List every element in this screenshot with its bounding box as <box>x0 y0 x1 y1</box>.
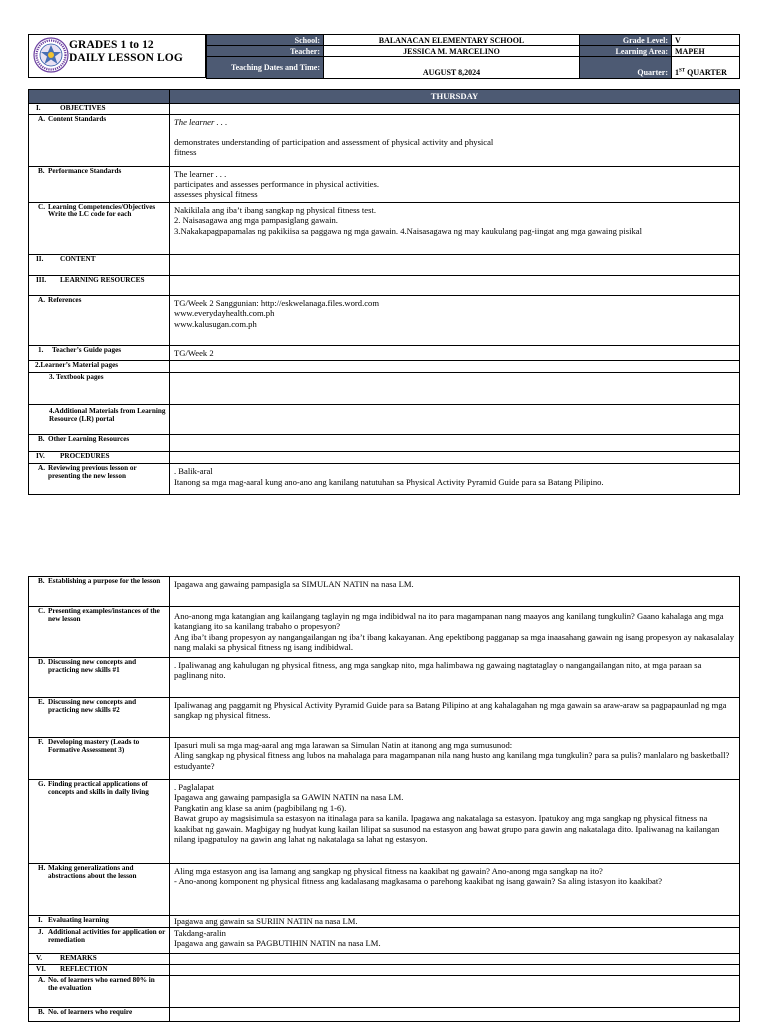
evaluating-cell: Ipagawa ang gawain sa SURIIN NATIN na nasa LM. <box>170 916 740 928</box>
header-title-line1: GRADES 1 to 12 <box>69 39 154 51</box>
competencies-line3: 3.Nakakapagpapamalas ng pakikiisa sa paggawa ng mga gawain. 4.Naisasagawa ng may kaukulang pag-iingat ang mga gawaing pisikal <box>174 225 642 236</box>
learners-80-text: No. of learners who earned 80% in the evaluation <box>48 976 155 992</box>
mastery-text: Developing mastery (Leads to Formative Assessment 3) <box>48 738 140 754</box>
practical-line3: Pangkatin ang klase sa anim (pagbibilang ng 1-6). <box>174 802 347 813</box>
additional-activities-line2: Ipagawa ang gawain sa PAGBUTIHIN NATIN na nasa LM. <box>174 938 381 949</box>
performance-standards-label <box>29 166 170 202</box>
generalizations-line1: Aling mga estasyon ang isa lamang ang sangkap ng physical fitness na kaakibat ng gawain? Ano-anong mga sangkap na ito? <box>174 866 603 876</box>
discussing2-label <box>29 698 170 738</box>
evaluating-label <box>29 916 170 928</box>
learners-require-text: No. of learners who require <box>48 1008 133 1016</box>
competencies-text: Learning Competencies/Objectives Write the LC code for each <box>48 202 156 219</box>
school-label: School: <box>207 35 324 46</box>
header-title <box>69 39 183 65</box>
discussing2-num: E. <box>38 698 45 706</box>
grade-level-label: Grade Level: <box>580 35 672 46</box>
day-header-blank <box>29 90 170 104</box>
reflection-text: REFLECTION <box>60 965 108 973</box>
reviewing-text: Reviewing previous lesson or presenting the new lesson <box>48 464 137 480</box>
discussing1-num: D. <box>38 658 45 666</box>
objectives-label <box>29 104 170 115</box>
teaching-dates-label: Teaching Dates and Time: <box>207 57 324 79</box>
reviewing-cell <box>170 464 740 495</box>
generalizations-cell <box>170 864 740 916</box>
mastery-line2: Aling sangkap ng physical fitness ang lubos na mahalaga para magampanan nila nang husto ang kanilang mga tungkulin? para sa pulis? manlalaro ng basketball? estudyante? <box>174 750 730 771</box>
procedures-label <box>29 452 170 464</box>
performance-standards-num: B. <box>38 166 45 175</box>
teacher-value: JESSICA M. MARCELINO <box>324 46 580 57</box>
procedures-num: IV. <box>36 452 45 461</box>
discussing2-cell: Ipaliwanag ang paggamit ng Physical Activity Pyramid Guide para sa Batang Pilipino at ang kahalagahan ng mga gawain sa araw-araw sa pagpapaunlad ng mga sangkap ng physical fitness. <box>170 698 740 738</box>
learners-require-cell <box>170 1008 740 1022</box>
reviewing-label <box>29 464 170 495</box>
learning-area-value: MAPEH <box>672 46 740 57</box>
additional-activities-num: J. <box>38 928 44 936</box>
discussing2-text: Discussing new concepts and practicing new skills #2 <box>48 698 137 714</box>
content-standards-num: A. <box>38 114 45 123</box>
textbook-pages-label: 3. Textbook pages <box>29 373 170 405</box>
objectives-num: I. <box>36 104 41 112</box>
mastery-label <box>29 738 170 780</box>
presenting-line2: Ang iba’t ibang propesyon ay nangangailangan ng iba’t ibang kakayanan. Ang epektibong pagganap sa mga inaasahang gawain ng isang propesyon ay nakasalalay nang malaki sa physical fitness ng isang indibidwal. <box>174 631 735 653</box>
generalizations-text: Making generalizations and abstractions about the lesson <box>48 864 137 880</box>
competencies-line2: 2. Naisasagawa ang mga pampasiglang gawain. <box>174 215 338 226</box>
discussing1-cell: . Ipaliwanag ang kahulugan ng physical fitness, ang mga sangkap nito, mga halimbawa ng gawaing nagtataglay o nangangailangan nito, at mga paraan sa paglinang nito. <box>170 658 740 698</box>
generalizations-num: H. <box>38 864 46 872</box>
references-line1: TG/Week 2 Sanggunian: http://eskwelanaga.files.word.com <box>174 297 380 308</box>
discussing1-text: Discussing new concepts and practicing new skills #1 <box>48 658 137 674</box>
quarter-suffix: ST <box>679 68 686 74</box>
other-resources-cell <box>170 435 740 452</box>
learners-80-label <box>29 976 170 1008</box>
additional-activities-line1: Takdang-aralin <box>174 928 226 938</box>
practical-line1: . Paglalapat <box>174 782 215 792</box>
teacher-label: Teacher: <box>207 46 324 57</box>
content-standards-line2: demonstrates understanding of participation and assessment of physical activity and physical <box>174 137 494 147</box>
deped-seal-icon <box>33 37 69 73</box>
generalizations-label <box>29 864 170 916</box>
teachers-guide-label <box>29 345 170 360</box>
learning-area-label: Learning Area: <box>580 46 672 57</box>
learners-require-label <box>29 1008 170 1022</box>
performance-standards-cell <box>170 166 740 202</box>
performance-standards-line3: assesses physical fitness <box>174 189 258 200</box>
grade-level-value: V <box>672 35 740 46</box>
practical-cell <box>170 780 740 864</box>
mastery-cell <box>170 738 740 780</box>
content-standards-line1: The learner . . . <box>174 116 228 127</box>
content-cell <box>170 254 740 275</box>
header-info-table <box>206 34 740 79</box>
competencies-num: C. <box>38 202 45 211</box>
learning-resources-num: III. <box>36 275 47 284</box>
objectives-text: OBJECTIVES <box>60 104 106 112</box>
presenting-num: C. <box>38 607 45 615</box>
practical-num: G. <box>38 780 46 788</box>
performance-standards-text: Performance Standards <box>48 166 122 175</box>
generalizations-line2: - Ano-anong komponent ng physical fitness ang kadalasang magkasama o parehong kaakibat ng isang gawain? Sa aling istasyon ito kaakibat? <box>174 876 663 887</box>
references-cell <box>170 295 740 345</box>
reflection-cell <box>170 965 740 976</box>
header-logo-box <box>28 34 206 78</box>
quarter-number: 1 <box>675 68 679 77</box>
references-text: References <box>48 295 82 304</box>
remarks-num: V. <box>36 954 43 962</box>
content-label <box>29 254 170 275</box>
learners-material-cell <box>170 361 740 373</box>
learning-resources-label <box>29 275 170 295</box>
presenting-cell <box>170 607 740 658</box>
additional-activities-text: Additional activities for application or remediation <box>48 928 166 944</box>
performance-standards-line2: participates and assesses performance in physical activities. <box>174 179 379 189</box>
practical-line4: Bawat grupo ay magsisimula sa estasyon na itinalaga para sa kanila. Ipagawa ang nakatalaga sa estasyon. Ipatukoy ang mga sangkap ng physical fitness na kaakibat ng gawain. Magbigay ng hudyat kung kailan lilipat sa susunod na estasyon ang bawat grupo para gawin ang nakatalaga dito. Ipaliwanag na kailangan nilang ipagpatuloy na gawin ang lahat ng nakatalaga sa lahat ng estasyon. <box>174 813 720 845</box>
mastery-line1: Ipasuri muli sa mga mag-aaral ang mga larawan sa Simulan Natin at itanong ang mga sumusunod: <box>174 740 513 750</box>
presenting-label <box>29 607 170 658</box>
purpose-num: B. <box>38 577 45 585</box>
remarks-cell <box>170 954 740 965</box>
evaluating-num: I. <box>38 916 43 924</box>
mastery-num: F. <box>38 738 44 746</box>
learners-require-num: B. <box>38 1008 45 1016</box>
learners-material-label: 2.Learner’s Material pages <box>29 361 170 373</box>
presenting-text: Presenting examples/instances of the new lesson <box>48 607 160 623</box>
content-standards-cell <box>170 114 740 166</box>
reflection-label <box>29 965 170 976</box>
teachers-guide-cell: TG/Week 2 <box>170 345 740 360</box>
other-resources-num: B. <box>38 435 45 444</box>
lesson-log-table-2 <box>28 576 740 1022</box>
objectives-cell <box>170 104 740 115</box>
school-value: BALANACAN ELEMENTARY SCHOOL <box>324 35 580 46</box>
purpose-text: Establishing a purpose for the lesson <box>48 577 161 585</box>
practical-label <box>29 780 170 864</box>
reflection-num: VI. <box>36 965 46 973</box>
lesson-log-table-1 <box>28 89 740 495</box>
content-standards-line3: fitness <box>174 147 197 158</box>
discussing1-label <box>29 658 170 698</box>
other-resources-label <box>29 435 170 452</box>
learners-80-cell <box>170 976 740 1008</box>
competencies-label <box>29 202 170 254</box>
teachers-guide-num: 1. <box>38 345 44 354</box>
reviewing-line2: Itanong sa mga mag-aaral kung ano-ano ang kanilang natutuhan sa Physical Activity Pyramid Guide para sa Batang Pilipino. <box>174 476 604 487</box>
learning-resources-text: LEARNING RESOURCES <box>60 275 145 284</box>
learning-resources-cell <box>170 275 740 295</box>
performance-standards-line1: The learner . . . <box>174 168 227 179</box>
practical-line2: Ipagawa ang gawaing pampasigla sa GAWIN NATIN na nasa LM. <box>174 792 404 803</box>
content-standards-label <box>29 114 170 166</box>
evaluating-text: Evaluating learning <box>48 916 109 924</box>
practical-text: Finding practical applications of concepts and skills in daily living <box>48 780 149 796</box>
textbook-pages-cell <box>170 373 740 405</box>
references-line3: www.kalusugan.com.ph <box>174 318 257 329</box>
quarter-value <box>672 57 740 79</box>
competencies-cell <box>170 202 740 254</box>
reviewing-line1: . Balik-aral <box>174 466 213 477</box>
teachers-guide-text: Teacher’s Guide pages <box>52 345 122 354</box>
day-header: THURSDAY <box>170 90 740 104</box>
header-title-line2: DAILY LESSON LOG <box>69 52 183 64</box>
competencies-line1: Nakikilala ang iba’t ibang sangkap ng physical fitness test. <box>174 204 376 215</box>
remarks-text: REMARKS <box>60 954 97 962</box>
references-line2: www.everydayhealth.com.ph <box>174 308 275 319</box>
reviewing-num: A. <box>38 464 45 473</box>
purpose-label <box>29 577 170 607</box>
references-label <box>29 295 170 345</box>
procedures-text: PROCEDURES <box>60 452 110 461</box>
additional-activities-cell <box>170 928 740 954</box>
content-num: II. <box>36 254 44 263</box>
quarter-label: Quarter: <box>580 57 672 79</box>
additional-materials-label: 4.Additional Materials from Learning Resource (LR) portal <box>29 405 170 435</box>
remarks-label <box>29 954 170 965</box>
learners-80-num: A. <box>38 976 45 984</box>
procedures-cell <box>170 452 740 464</box>
content-text: CONTENT <box>60 254 96 263</box>
additional-activities-label <box>29 928 170 954</box>
additional-materials-cell <box>170 405 740 435</box>
purpose-cell: Ipagawa ang gawaing pampasigla sa SIMULAN NATIN na nasa LM. <box>170 577 740 607</box>
teaching-date-value: AUGUST 8,2024 <box>324 57 580 79</box>
other-resources-text: Other Learning Resources <box>48 435 130 444</box>
presenting-line1: Ano-anong mga katangian ang kailangang taglayin ng mga indibidwal na ito para magampanan nang maayos ang kanilang tungkulin? Gaano kahalaga ang mga katangiang ito sa kanilang trabaho o propesyon? <box>174 611 724 632</box>
references-num: A. <box>38 295 45 304</box>
quarter-word: QUARTER <box>685 68 727 77</box>
content-standards-text: Content Standards <box>48 114 107 123</box>
